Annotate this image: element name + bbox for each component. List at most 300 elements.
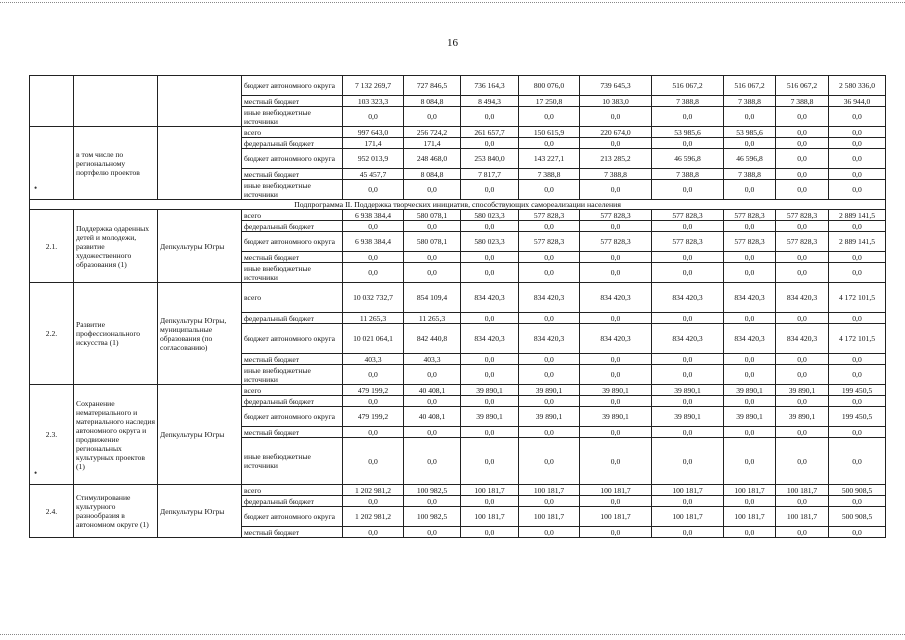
value-cell: 2 889 141,5: [829, 210, 886, 221]
value-cell: 0,0: [776, 127, 829, 138]
value-cell: 0,0: [652, 107, 724, 127]
item-number: 2.2.: [30, 283, 74, 385]
value-cell: 479 199,2: [343, 407, 404, 427]
value-cell: 39 890,1: [580, 385, 652, 396]
value-cell: 100 982,5: [404, 507, 461, 527]
value-cell: 0,0: [652, 180, 724, 200]
value-cell: 0,0: [829, 496, 886, 507]
value-cell: 7 388,8: [776, 96, 829, 107]
value-cell: 0,0: [461, 396, 519, 407]
value-cell: 0,0: [343, 252, 404, 263]
value-cell: 0,0: [519, 438, 580, 485]
value-cell: 834 420,3: [580, 324, 652, 354]
value-cell: 580 078,1: [404, 210, 461, 221]
value-cell: 0,0: [652, 313, 724, 324]
value-cell: 834 420,3: [461, 324, 519, 354]
value-cell: 1 202 981,2: [343, 485, 404, 496]
funding-source: бюджет автономного округа: [242, 324, 343, 354]
value-cell: 0,0: [776, 396, 829, 407]
value-cell: 10 032 732,7: [343, 283, 404, 313]
value-cell: 0,0: [404, 396, 461, 407]
value-cell: 8 494,3: [461, 96, 519, 107]
value-cell: 727 846,5: [404, 76, 461, 96]
value-cell: 997 643,0: [343, 127, 404, 138]
value-cell: 7 817,7: [461, 169, 519, 180]
value-cell: 0,0: [404, 527, 461, 538]
value-cell: 516 067,2: [776, 76, 829, 96]
funding-source: иные внебюджетные источники: [242, 107, 343, 127]
value-cell: 0,0: [404, 496, 461, 507]
value-cell: 0,0: [461, 180, 519, 200]
value-cell: 7 132 269,7: [343, 76, 404, 96]
value-cell: 0,0: [776, 365, 829, 385]
value-cell: 53 985,6: [724, 127, 776, 138]
value-cell: 0,0: [580, 107, 652, 127]
value-cell: 0,0: [343, 221, 404, 232]
value-cell: 577 828,3: [519, 232, 580, 252]
value-cell: 0,0: [724, 496, 776, 507]
value-cell: 0,0: [652, 252, 724, 263]
value-cell: 0,0: [580, 263, 652, 283]
value-cell: 39 890,1: [461, 385, 519, 396]
value-cell: 0,0: [461, 252, 519, 263]
value-cell: 0,0: [404, 365, 461, 385]
value-cell: 0,0: [580, 496, 652, 507]
value-cell: 0,0: [461, 496, 519, 507]
value-cell: 580 023,3: [461, 210, 519, 221]
value-cell: 0,0: [829, 107, 886, 127]
value-cell: 6 938 384,4: [343, 232, 404, 252]
value-cell: 0,0: [519, 313, 580, 324]
scan-edge-top: [0, 2, 905, 4]
value-cell: 0,0: [343, 107, 404, 127]
value-cell: 577 828,3: [724, 232, 776, 252]
value-cell: 834 420,3: [580, 283, 652, 313]
value-cell: 834 420,3: [724, 324, 776, 354]
value-cell: 0,0: [519, 138, 580, 149]
value-cell: 0,0: [519, 365, 580, 385]
funding-source: местный бюджет: [242, 427, 343, 438]
funding-source: всего: [242, 210, 343, 221]
value-cell: 0,0: [580, 438, 652, 485]
value-cell: 8 084,8: [404, 96, 461, 107]
scan-dot: •: [34, 183, 38, 193]
value-cell: 739 645,3: [580, 76, 652, 96]
item-executor: Депкультуры Югры: [158, 485, 242, 538]
value-cell: 952 013,9: [343, 149, 404, 169]
value-cell: 0,0: [829, 313, 886, 324]
value-cell: 0,0: [829, 365, 886, 385]
table-row: [30, 283, 886, 313]
value-cell: 39 890,1: [776, 407, 829, 427]
value-cell: 0,0: [461, 354, 519, 365]
value-cell: 0,0: [652, 138, 724, 149]
value-cell: 0,0: [461, 427, 519, 438]
value-cell: 1 202 981,2: [343, 507, 404, 527]
value-cell: 0,0: [404, 252, 461, 263]
value-cell: 253 840,0: [461, 149, 519, 169]
value-cell: 103 323,3: [343, 96, 404, 107]
value-cell: 45 457,7: [343, 169, 404, 180]
value-cell: 0,0: [580, 313, 652, 324]
value-cell: 0,0: [776, 169, 829, 180]
value-cell: 834 420,3: [519, 283, 580, 313]
value-cell: 7 388,8: [652, 169, 724, 180]
value-cell: 0,0: [580, 221, 652, 232]
funding-source: всего: [242, 127, 343, 138]
value-cell: 0,0: [580, 396, 652, 407]
value-cell: 0,0: [724, 263, 776, 283]
value-cell: 403,3: [343, 354, 404, 365]
value-cell: 0,0: [829, 354, 886, 365]
value-cell: 834 420,3: [776, 324, 829, 354]
value-cell: 261 657,7: [461, 127, 519, 138]
funding-source: бюджет автономного округа: [242, 76, 343, 96]
value-cell: 11 265,3: [343, 313, 404, 324]
value-cell: 0,0: [343, 396, 404, 407]
value-cell: 0,0: [652, 263, 724, 283]
value-cell: 0,0: [580, 180, 652, 200]
value-cell: 36 944,0: [829, 96, 886, 107]
value-cell: 0,0: [652, 496, 724, 507]
value-cell: 39 890,1: [724, 385, 776, 396]
value-cell: 0,0: [580, 365, 652, 385]
value-cell: 39 890,1: [519, 385, 580, 396]
value-cell: 100 181,7: [724, 485, 776, 496]
value-cell: 0,0: [652, 527, 724, 538]
value-cell: 0,0: [829, 221, 886, 232]
value-cell: 0,0: [461, 365, 519, 385]
value-cell: 800 076,0: [519, 76, 580, 96]
budget-table: [29, 75, 886, 538]
value-cell: 0,0: [776, 438, 829, 485]
value-cell: 0,0: [519, 527, 580, 538]
value-cell: 0,0: [776, 252, 829, 263]
empty-cell: [30, 76, 74, 127]
funding-source: местный бюджет: [242, 252, 343, 263]
item-number: 2.3.: [30, 385, 74, 485]
item-name: Развитие профессионального искусства (1): [74, 283, 158, 385]
value-cell: 834 420,3: [519, 324, 580, 354]
value-cell: 39 890,1: [461, 407, 519, 427]
table-row: [30, 385, 886, 396]
value-cell: 40 408,1: [404, 385, 461, 396]
value-cell: 0,0: [461, 438, 519, 485]
value-cell: 0,0: [343, 527, 404, 538]
value-cell: 0,0: [343, 438, 404, 485]
value-cell: 0,0: [652, 396, 724, 407]
funding-source: федеральный бюджет: [242, 496, 343, 507]
value-cell: 53 985,6: [652, 127, 724, 138]
funding-source: иные внебюджетные источники: [242, 438, 343, 485]
value-cell: 0,0: [580, 527, 652, 538]
value-cell: 500 908,5: [829, 507, 886, 527]
item-name: Поддержка одаренных детей и молодежи, развитие художественного образования (1): [74, 210, 158, 283]
value-cell: 736 164,3: [461, 76, 519, 96]
value-cell: 0,0: [776, 313, 829, 324]
value-cell: 10 383,0: [580, 96, 652, 107]
value-cell: 0,0: [724, 365, 776, 385]
value-cell: 39 890,1: [519, 407, 580, 427]
funding-source: местный бюджет: [242, 96, 343, 107]
value-cell: 854 109,4: [404, 283, 461, 313]
value-cell: 0,0: [829, 396, 886, 407]
value-cell: 0,0: [461, 107, 519, 127]
value-cell: 0,0: [580, 138, 652, 149]
value-cell: 100 181,7: [580, 485, 652, 496]
value-cell: 171,4: [343, 138, 404, 149]
value-cell: 11 265,3: [404, 313, 461, 324]
item-executor: Депкультуры Югры, муниципальные образования (по согласованию): [158, 283, 242, 385]
value-cell: 0,0: [519, 496, 580, 507]
funding-source: федеральный бюджет: [242, 221, 343, 232]
item-executor: Депкультуры Югры: [158, 210, 242, 283]
value-cell: 842 440,8: [404, 324, 461, 354]
value-cell: 0,0: [343, 496, 404, 507]
value-cell: 0,0: [776, 138, 829, 149]
value-cell: 0,0: [519, 107, 580, 127]
value-cell: 0,0: [829, 427, 886, 438]
value-cell: 0,0: [776, 354, 829, 365]
value-cell: 500 908,5: [829, 485, 886, 496]
value-cell: 100 181,7: [652, 485, 724, 496]
value-cell: 0,0: [724, 107, 776, 127]
value-cell: 6 938 384,4: [343, 210, 404, 221]
funding-source: иные внебюджетные источники: [242, 180, 343, 200]
value-cell: 220 674,0: [580, 127, 652, 138]
value-cell: 7 388,8: [724, 96, 776, 107]
subprogram-title: Подпрограмма II. Поддержка творческих инициатив, способствующих самореализации населения: [30, 200, 886, 210]
value-cell: 0,0: [519, 252, 580, 263]
value-cell: 100 181,7: [519, 507, 580, 527]
scan-dot: •: [34, 468, 38, 478]
value-cell: 0,0: [343, 427, 404, 438]
value-cell: 0,0: [652, 221, 724, 232]
value-cell: 403,3: [404, 354, 461, 365]
table-row: [30, 127, 886, 138]
value-cell: 0,0: [776, 427, 829, 438]
value-cell: 40 408,1: [404, 407, 461, 427]
value-cell: 4 172 101,5: [829, 324, 886, 354]
value-cell: 0,0: [724, 180, 776, 200]
empty-cell: [74, 76, 158, 127]
value-cell: 0,0: [652, 354, 724, 365]
value-cell: 0,0: [519, 221, 580, 232]
value-cell: 0,0: [724, 354, 776, 365]
value-cell: 0,0: [776, 149, 829, 169]
table-row: [30, 485, 886, 496]
funding-source: федеральный бюджет: [242, 396, 343, 407]
value-cell: 577 828,3: [776, 232, 829, 252]
value-cell: 0,0: [724, 396, 776, 407]
value-cell: 0,0: [829, 180, 886, 200]
value-cell: 46 596,8: [724, 149, 776, 169]
value-cell: 213 285,2: [580, 149, 652, 169]
value-cell: 0,0: [652, 427, 724, 438]
value-cell: 0,0: [404, 221, 461, 232]
value-cell: 0,0: [724, 438, 776, 485]
item-executor: Депкультуры Югры: [158, 385, 242, 485]
value-cell: 0,0: [343, 263, 404, 283]
value-cell: 0,0: [776, 263, 829, 283]
funding-source: бюджет автономного округа: [242, 407, 343, 427]
value-cell: 580 023,3: [461, 232, 519, 252]
value-cell: 834 420,3: [652, 283, 724, 313]
value-cell: 0,0: [829, 527, 886, 538]
funding-source: бюджет автономного округа: [242, 507, 343, 527]
value-cell: 0,0: [461, 313, 519, 324]
value-cell: 0,0: [724, 221, 776, 232]
value-cell: 0,0: [519, 354, 580, 365]
value-cell: 0,0: [829, 438, 886, 485]
value-cell: 0,0: [724, 252, 776, 263]
value-cell: 0,0: [580, 252, 652, 263]
item-name: Стимулирование культурного разнообразия в автономном округе (1): [74, 485, 158, 538]
value-cell: 0,0: [829, 263, 886, 283]
value-cell: 0,0: [776, 221, 829, 232]
value-cell: 0,0: [580, 427, 652, 438]
value-cell: 834 420,3: [652, 324, 724, 354]
value-cell: 4 172 101,5: [829, 283, 886, 313]
value-cell: 8 084,8: [404, 169, 461, 180]
value-cell: 17 250,8: [519, 96, 580, 107]
value-cell: 39 890,1: [724, 407, 776, 427]
funding-source: всего: [242, 283, 343, 313]
value-cell: 0,0: [519, 263, 580, 283]
value-cell: 0,0: [776, 527, 829, 538]
value-cell: 0,0: [580, 354, 652, 365]
value-cell: 100 181,7: [580, 507, 652, 527]
funding-source: бюджет автономного округа: [242, 232, 343, 252]
value-cell: 0,0: [461, 138, 519, 149]
value-cell: 0,0: [461, 527, 519, 538]
value-cell: 0,0: [724, 138, 776, 149]
value-cell: 577 828,3: [776, 210, 829, 221]
value-cell: 479 199,2: [343, 385, 404, 396]
item-number: 2.1.: [30, 210, 74, 283]
portfolio-name: в том числе по региональному портфелю проектов: [74, 127, 158, 200]
value-cell: 0,0: [519, 396, 580, 407]
funding-source: местный бюджет: [242, 354, 343, 365]
scan-edge-bottom: [0, 634, 905, 636]
value-cell: 10 021 064,1: [343, 324, 404, 354]
empty-cell: [158, 127, 242, 200]
value-cell: 834 420,3: [776, 283, 829, 313]
value-cell: 0,0: [652, 438, 724, 485]
funding-source: всего: [242, 485, 343, 496]
value-cell: 0,0: [829, 127, 886, 138]
value-cell: 834 420,3: [461, 283, 519, 313]
value-cell: 580 078,1: [404, 232, 461, 252]
item-number: 2.4.: [30, 485, 74, 538]
funding-source: федеральный бюджет: [242, 138, 343, 149]
value-cell: 577 828,3: [519, 210, 580, 221]
value-cell: 0,0: [829, 149, 886, 169]
value-cell: 100 181,7: [776, 507, 829, 527]
value-cell: 577 828,3: [724, 210, 776, 221]
value-cell: 171,4: [404, 138, 461, 149]
value-cell: 7 388,8: [652, 96, 724, 107]
value-cell: 0,0: [776, 496, 829, 507]
value-cell: 46 596,8: [652, 149, 724, 169]
value-cell: 100 181,7: [461, 485, 519, 496]
funding-source: федеральный бюджет: [242, 313, 343, 324]
value-cell: 248 468,0: [404, 149, 461, 169]
value-cell: 577 828,3: [652, 210, 724, 221]
value-cell: 0,0: [343, 180, 404, 200]
item-name: Сохранение нематериального и материального наследия автономного округа и продвижение региональных культурных проектов (1): [74, 385, 158, 485]
value-cell: 0,0: [724, 527, 776, 538]
table-row: [30, 210, 886, 221]
value-cell: 100 181,7: [461, 507, 519, 527]
value-cell: 7 388,8: [724, 169, 776, 180]
value-cell: 0,0: [404, 180, 461, 200]
subprogram-row: [30, 200, 886, 210]
value-cell: 577 828,3: [652, 232, 724, 252]
value-cell: 0,0: [519, 180, 580, 200]
value-cell: 577 828,3: [580, 232, 652, 252]
value-cell: 0,0: [652, 365, 724, 385]
empty-cell: [158, 76, 242, 127]
value-cell: 0,0: [404, 427, 461, 438]
value-cell: 0,0: [461, 263, 519, 283]
value-cell: 199 450,5: [829, 385, 886, 396]
funding-source: всего: [242, 385, 343, 396]
value-cell: 0,0: [829, 169, 886, 180]
value-cell: 100 181,7: [776, 485, 829, 496]
table-row: [30, 76, 886, 96]
value-cell: 143 227,1: [519, 149, 580, 169]
value-cell: 0,0: [829, 138, 886, 149]
value-cell: 39 890,1: [652, 385, 724, 396]
funding-source: бюджет автономного округа: [242, 149, 343, 169]
funding-source: местный бюджет: [242, 169, 343, 180]
value-cell: 0,0: [404, 438, 461, 485]
value-cell: 2 580 336,0: [829, 76, 886, 96]
funding-source: иные внебюджетные источники: [242, 365, 343, 385]
value-cell: 100 181,7: [724, 507, 776, 527]
funding-source: местный бюджет: [242, 527, 343, 538]
value-cell: 150 615,9: [519, 127, 580, 138]
funding-source: иные внебюджетные источники: [242, 263, 343, 283]
value-cell: 516 067,2: [652, 76, 724, 96]
value-cell: 0,0: [519, 427, 580, 438]
value-cell: 7 388,8: [580, 169, 652, 180]
value-cell: 39 890,1: [580, 407, 652, 427]
value-cell: 0,0: [343, 365, 404, 385]
value-cell: 199 450,5: [829, 407, 886, 427]
value-cell: 39 890,1: [652, 407, 724, 427]
value-cell: 39 890,1: [776, 385, 829, 396]
value-cell: 577 828,3: [580, 210, 652, 221]
value-cell: 0,0: [461, 221, 519, 232]
value-cell: 0,0: [776, 107, 829, 127]
value-cell: 516 067,2: [724, 76, 776, 96]
value-cell: 7 388,8: [519, 169, 580, 180]
value-cell: 0,0: [724, 313, 776, 324]
page-number: 16: [447, 37, 458, 49]
value-cell: 0,0: [404, 263, 461, 283]
value-cell: 834 420,3: [724, 283, 776, 313]
value-cell: 0,0: [776, 180, 829, 200]
value-cell: 100 181,7: [519, 485, 580, 496]
value-cell: 0,0: [404, 107, 461, 127]
value-cell: 0,0: [724, 427, 776, 438]
value-cell: 100 982,5: [404, 485, 461, 496]
value-cell: 2 889 141,5: [829, 232, 886, 252]
value-cell: 0,0: [829, 252, 886, 263]
value-cell: 100 181,7: [652, 507, 724, 527]
